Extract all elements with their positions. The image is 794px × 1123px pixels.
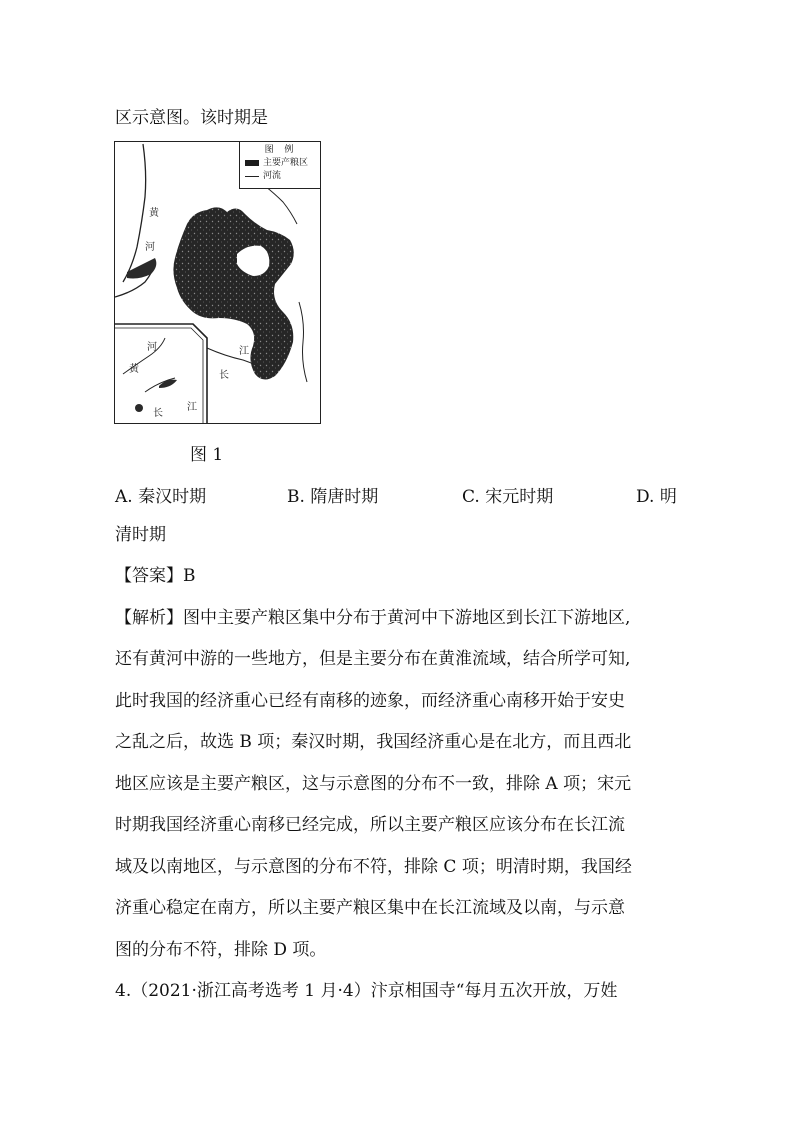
label-inset-he: 河: [147, 342, 157, 353]
label-he: 河: [145, 242, 155, 253]
option-d-letter: D.: [636, 487, 655, 507]
option-a-text: 秦汉时期: [138, 487, 207, 507]
label-inset-huang: 黄: [129, 364, 139, 375]
option-a: [115, 482, 206, 507]
analysis-line-2: 还有黄河中游的一些地方，但是主要分布在黄淮流域，结合所学可知,: [115, 649, 631, 669]
analysis-line-9: 图的分布不符，排除 D 项。: [115, 940, 327, 960]
option-b: [287, 482, 378, 507]
analysis-line-5: 地区应该是主要产粮区，这与示意图的分布不一致，排除 A 项；宋元: [115, 774, 632, 794]
option-d-continuation: 清时期: [115, 525, 166, 545]
analysis-line-6: 时期我国经济重心南移已经完成，所以主要产粮区应该分布在长江流: [115, 815, 625, 835]
legend-title: 图 例: [264, 145, 298, 155]
option-c: [462, 482, 553, 507]
label-jiang: 江: [239, 346, 249, 357]
option-c-text: 宋元时期: [485, 487, 554, 507]
option-b-text: 隋唐时期: [310, 487, 379, 507]
grain-region-map: [114, 141, 321, 424]
analysis-line-1: 【解析】图中主要产粮区集中分布于黄河中下游地区到长江下游地区,: [115, 608, 631, 628]
analysis-line-3: 此时我国的经济重心已经有南移的迹象，而经济重心南移开始于安史: [115, 691, 625, 711]
map-legend: [239, 142, 321, 189]
label-inset-chang: 长: [153, 408, 163, 419]
option-d: [636, 482, 677, 507]
legend-river-label: 河流: [263, 171, 282, 181]
label-inset-jiang: 江: [187, 402, 197, 413]
answer-line: 【答案】B: [115, 566, 196, 586]
legend-grain-label: 主要产粮区: [263, 158, 309, 168]
option-a-letter: A.: [115, 487, 133, 507]
option-d-text: 明: [659, 487, 677, 507]
analysis-line-4: 之乱之后，故选 B 项；秦汉时期，我国经济重心是在北方，而且西北: [115, 732, 632, 752]
analysis-line-8: 济重心稳定在南方，所以主要产粮区集中在长江流域及以南，与示意: [115, 898, 625, 918]
option-c-letter: C.: [462, 487, 480, 507]
label-huang: 黄: [149, 208, 159, 219]
legend-item-river: [245, 170, 321, 182]
label-chang: 长: [219, 370, 229, 381]
river-swatch: [245, 176, 259, 177]
legend-item-grain: [245, 157, 321, 169]
option-b-letter: B.: [287, 487, 305, 507]
figure-caption: 图 1: [190, 445, 224, 465]
question-stem-tail: 区示意图。该时期是: [115, 108, 268, 128]
next-question-stem: 4.（2021·浙江高考选考 1 月·4）汴京相国寺“每月五次开放，万姓: [115, 981, 618, 1001]
grain-swatch: [245, 160, 259, 166]
analysis-line-7: 域及以南地区，与示意图的分布不符，排除 C 项；明清时期，我国经: [115, 857, 632, 877]
